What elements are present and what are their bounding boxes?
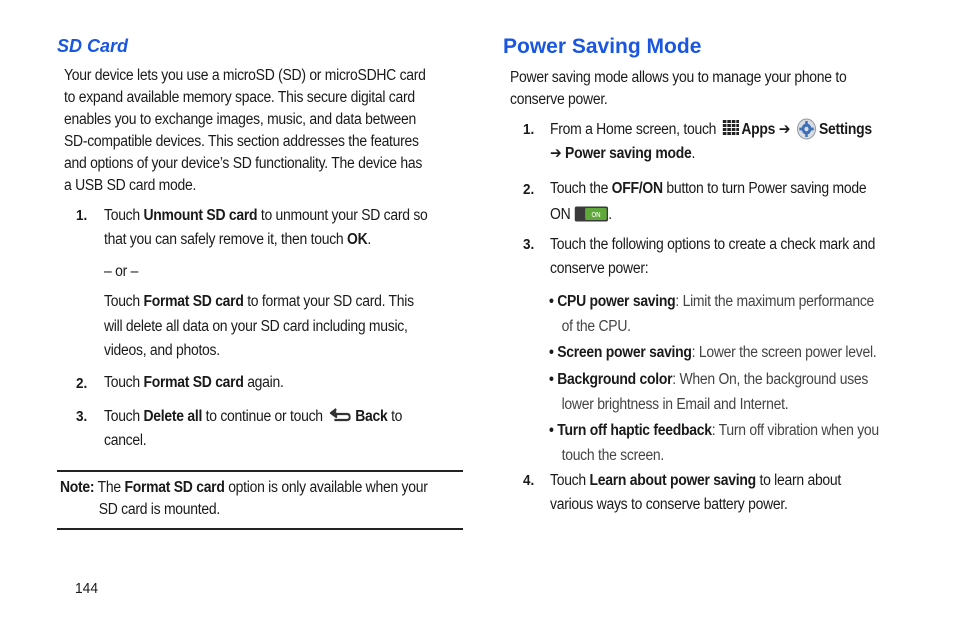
sd-card-intro <box>64 65 426 197</box>
intro-line: SD-compatible devices. This section addresses the features <box>64 133 419 150</box>
step-number: 1. <box>523 121 535 138</box>
power-saving-intro <box>510 67 846 111</box>
note-text: Note: The Format SD card option is only available when your SD card is mounted. <box>60 479 428 518</box>
bullet-cpu: • CPU power saving: Limit the maximum performance <box>549 293 875 310</box>
step-number: 3. <box>523 236 535 253</box>
bullet-haptic: • Turn off haptic feedback: Turn off vibration when you touch the screen. <box>549 422 879 464</box>
intro-line: and options of your device’s SD functionality. The device has <box>64 155 423 172</box>
svg-text:ON: ON <box>591 210 601 220</box>
intro-line: conserve power. <box>510 91 608 108</box>
step-number: 4. <box>523 472 535 489</box>
bullet-screen: • Screen power saving: Lower the screen power level. <box>549 344 877 361</box>
back-icon <box>329 407 352 423</box>
step-number: 1. <box>76 207 88 224</box>
apps-grid-icon <box>722 119 740 137</box>
intro-line: Power saving mode allows you to manage your phone to <box>510 69 847 86</box>
power-saving-heading: Power Saving Mode <box>503 35 702 58</box>
step-number: 3. <box>76 408 88 425</box>
page-number: 144 <box>75 580 99 597</box>
ps-step-3: Touch the following options to create a check mark and conserve power: <box>550 236 876 277</box>
sd-card-heading: SD Card <box>57 36 129 56</box>
sd-step-1: Touch Unmount SD card to unmount your SD card so that you can safely remove it, then touch OK. <box>104 207 428 248</box>
intro-line: to expand available memory space. This secure digital card <box>64 89 415 106</box>
bullet-background: • Background color: When On, the background uses lower brightness in Email and Internet. <box>549 371 869 413</box>
or-separator: – or – <box>104 263 139 280</box>
settings-gear-icon <box>796 118 816 140</box>
intro-line: a USB SD card mode. <box>64 177 197 194</box>
toggle-on-icon <box>574 206 608 222</box>
sd-step-3: Touch Delete all to continue or touch Back to cancel. <box>104 408 403 449</box>
format-option: Touch Format SD card to format your SD card. This will delete all data on your SD card including music, videos, and photos. <box>104 293 414 359</box>
ps-step-2: Touch the OFF/ON button to turn Power saving mode ON ON . <box>550 180 867 223</box>
step-number: 2. <box>523 181 535 198</box>
sd-step-2: Touch Format SD card again. <box>104 374 284 391</box>
bullet-list: • CPU power saving: Limit the maximum performance of the CPU. <box>549 290 874 339</box>
intro-line: enables you to exchange images, music, and data between <box>64 111 416 128</box>
step-number: 2. <box>76 375 88 392</box>
ps-step-1: From a Home screen, touch Apps ➔ Settings ➔ Power saving mode. <box>550 118 872 166</box>
ps-step-4: Touch Learn about power saving to learn about various ways to conserve battery power. <box>550 472 842 513</box>
intro-line: Your device lets you use a microSD (SD) or microSDHC card <box>64 67 426 84</box>
